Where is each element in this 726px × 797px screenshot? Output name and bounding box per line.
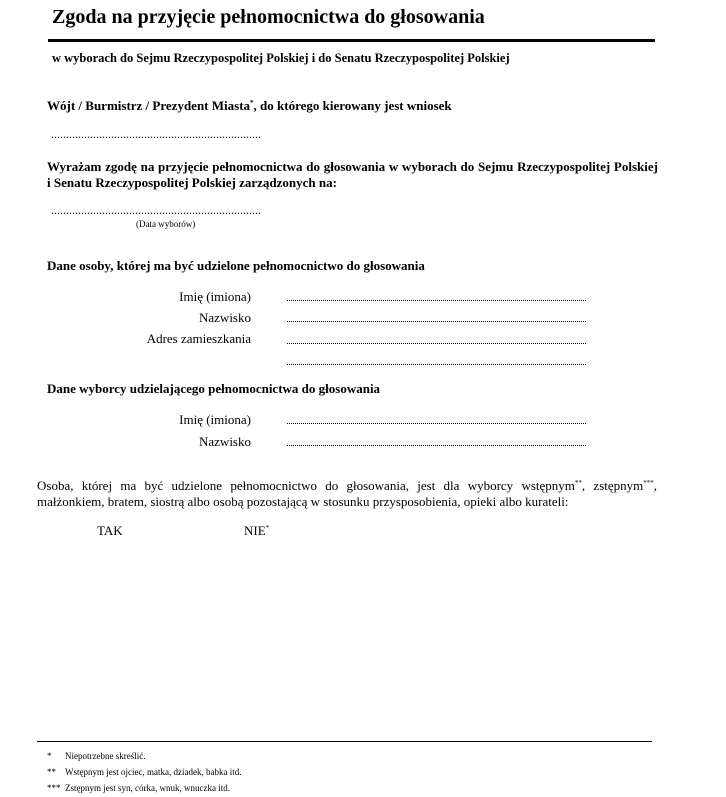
footnote-text: Niepotrzebne skreślić. xyxy=(65,751,146,761)
title-rule xyxy=(48,39,655,42)
proxy-first-name-field[interactable] xyxy=(287,300,586,301)
relation-text-3: , małżonkiem, bratem, siostrą albo osobą pozostającą w stosunku przysposobienia, opieki albo kurateli: xyxy=(37,478,657,509)
page-title: Zgoda na przyjęcie pełnomocnictwa do głosowania xyxy=(52,6,485,28)
footnote xyxy=(47,783,230,793)
proxy-section-heading: Dane osoby, której ma być udzielone pełnomocnictwo do głosowania xyxy=(47,258,425,273)
relation-statement xyxy=(37,478,657,510)
footnote-text: Zstępnym jest syn, córka, wnuk, wnuczka itd. xyxy=(65,783,230,793)
recipient-footnote-mark: * xyxy=(250,99,254,107)
proxy-first-name-label: Imię (imiona) xyxy=(179,289,251,304)
election-date-hint: (Data wyborów) xyxy=(136,219,196,229)
footnote xyxy=(47,751,145,761)
footnote xyxy=(47,767,241,777)
recipient-label-text: Wójt / Burmistrz / Prezydent Miasta xyxy=(47,98,251,113)
relation-footnote-mark-1: ** xyxy=(574,479,582,487)
proxy-address-field-line2[interactable] xyxy=(287,364,586,365)
footnote-rule xyxy=(37,741,652,742)
page-subtitle: w wyborach do Sejmu Rzeczypospolitej Polskiej i do Senatu Rzeczypospolitej Polskiej xyxy=(52,51,510,65)
footnote-mark: * xyxy=(47,751,52,761)
yes-option[interactable]: TAK xyxy=(97,523,123,538)
proxy-last-name-label: Nazwisko xyxy=(199,310,251,325)
recipient-label-suffix: , do którego kierowany jest wniosek xyxy=(253,98,452,113)
relation-text-1: Osoba, której ma być udzielone pełnomocnictwo do głosowania, jest dla wyborcy wstępnym xyxy=(37,478,575,493)
footnote-text: Wstępnym jest ojciec, matka, dziadek, babka itd. xyxy=(65,767,242,777)
voter-last-name-field[interactable] xyxy=(287,445,586,446)
recipient-field[interactable]: ...................................................................... xyxy=(51,127,261,141)
no-option[interactable] xyxy=(244,523,269,539)
relation-text-2: , zstępnym xyxy=(581,478,644,493)
voter-last-name-label: Nazwisko xyxy=(199,434,251,449)
voter-first-name-field[interactable] xyxy=(287,423,586,424)
footnote-mark: *** xyxy=(47,783,61,793)
no-option-label: NIE xyxy=(244,523,266,538)
recipient-label xyxy=(47,98,452,114)
footnote-mark: ** xyxy=(47,767,56,777)
voter-first-name-label: Imię (imiona) xyxy=(179,412,251,427)
no-option-footnote-mark: * xyxy=(265,524,270,532)
consent-statement: Wyrażam zgodę na przyjęcie pełnomocnictwa do głosowania w wyborach do Sejmu Rzeczypospolitej Polskiej i Senatu Rzeczypospolitej Polskiej zarządzonych na: xyxy=(47,159,658,190)
election-date-field[interactable]: ...................................................................... xyxy=(51,203,261,217)
proxy-address-field[interactable] xyxy=(287,343,586,344)
proxy-last-name-field[interactable] xyxy=(287,321,586,322)
proxy-address-label: Adres zamieszkania xyxy=(146,331,251,346)
relation-footnote-mark-2: *** xyxy=(643,479,654,487)
voter-section-heading: Dane wyborcy udzielającego pełnomocnictwa do głosowania xyxy=(47,381,381,396)
